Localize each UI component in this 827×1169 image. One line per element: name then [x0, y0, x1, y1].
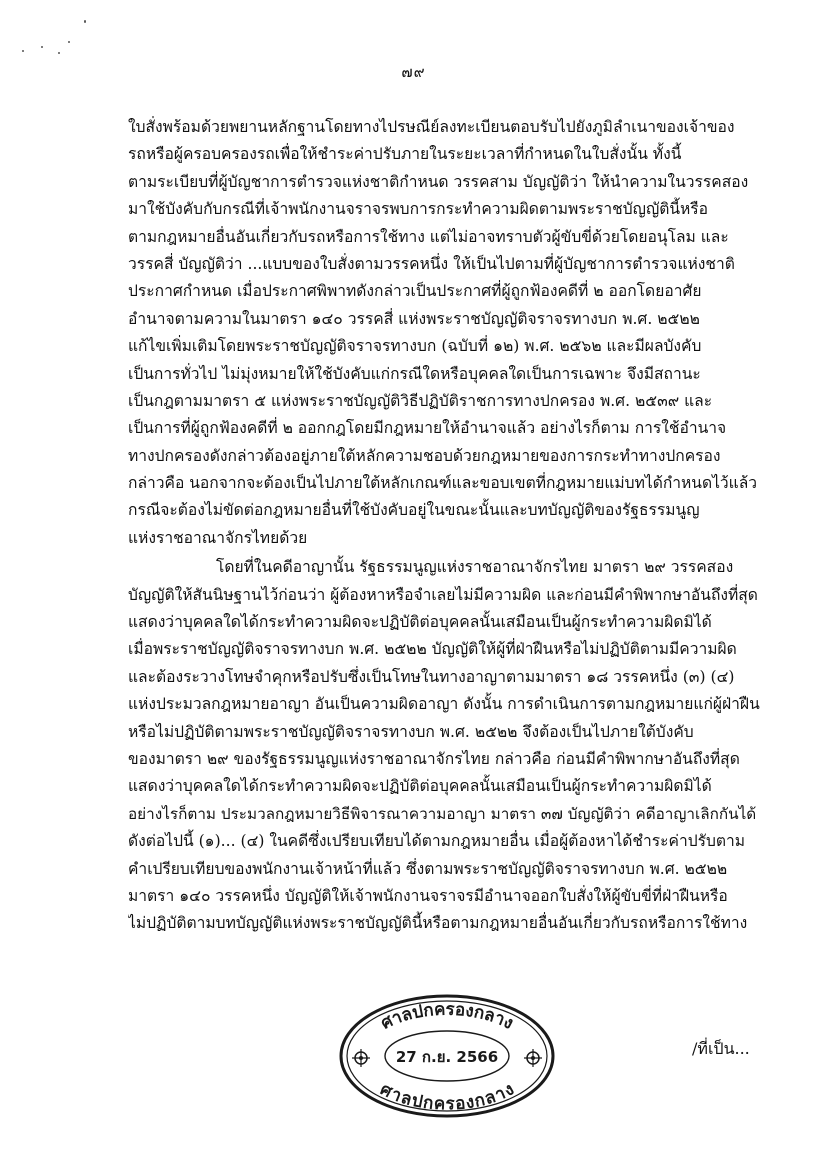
text-line: อำนาจตามความในมาตรา ๑๔๐ วรรคสี่ แห่งพระราชบัญญัติจราจรทางบก พ.ศ. ๒๕๒๒ — [128, 309, 700, 328]
scan-speck — [41, 46, 43, 48]
text-line: เป็นการทั่วไป ไม่มุ่งหมายให้ใช้บังคับแก่กรณีใดหรือบุคคลใดเป็นการเฉพาะ จึงมีสถานะ — [128, 364, 701, 383]
text-line: แห่งประมวลกฎหมายอาญา อันเป็นความผิดอาญา ดังนั้น การดำเนินการตามกฎหมายแก่ผู้ฝ่าฝืน — [128, 695, 760, 714]
body-text — [128, 114, 764, 938]
text-line: ของมาตรา ๒๙ ของรัฐธรรมนูญแห่งราชอาณาจักรไทย กล่าวคือ ก่อนมีคำพิพากษาอันถึงที่สุด — [128, 749, 740, 768]
page-number: ๗๙ — [401, 63, 426, 81]
text-line: แสดงว่าบุคคลใดได้กระทำความผิดจะปฏิบัติต่อบุคคลนั้นเสมือนเป็นผู้กระทำความผิดมิได้ — [128, 777, 712, 796]
text-line: มาตรา ๑๔๐ วรรคหนึ่ง บัญญัติให้เจ้าพนักงานจราจรมีอำนาจออกใบสั่งให้ผู้ขับขี่ที่ฝ่าฝืนหรือ — [128, 886, 728, 905]
court-stamp — [336, 990, 558, 1122]
text-line: เมื่อพระราชบัญญัติจราจรทางบก พ.ศ. ๒๕๒๒ บัญญัติให้ผู้ที่ฝ่าฝืนหรือไม่ปฏิบัติตามมีความผิด — [128, 640, 737, 659]
text-line: กล่าวคือ นอกจากจะต้องเป็นไปภายใต้หลักเกณฑ์และขอบเขตที่กฎหมายแม่บทได้กำหนดไว้แล้ว — [128, 474, 758, 493]
stamp-top-text: ศาลปกครองกลาง — [377, 999, 517, 1034]
text-line: ตามระเบียบที่ผู้บัญชาการตำรวจแห่งชาติกำหนด วรรคสาม บัญญัติว่า ให้นำความในวรรคสอง — [128, 172, 749, 191]
scan-speck — [58, 52, 60, 54]
scan-speck — [22, 50, 24, 52]
flower-ornament-icon — [524, 1049, 542, 1067]
scan-speck — [68, 41, 70, 43]
text-line: ดังต่อไปนี้ (๑)... (๔) ในคดีซึ่งเปรียบเทียบได้ตามกฎหมายอื่น เมื่อผู้ต้องหาได้ชำระค่าปรับตาม — [128, 832, 746, 851]
text-line: เป็นกฎตามมาตรา ๕ แห่งพระราชบัญญัติวิธีปฏิบัติราชการทางปกครอง พ.ศ. ๒๕๓๙ และ — [128, 391, 713, 410]
text-line: โดยที่ในคดีอาญานั้น รัฐธรรมนูญแห่งราชอาณาจักรไทย มาตรา ๒๙ วรรคสอง — [216, 558, 734, 577]
text-line: มาใช้บังคับกับกรณีที่เจ้าพนักงานจราจรพบการกระทำความผิดตามพระราชบัญญัตินี้หรือ — [128, 200, 709, 219]
text-line: รถหรือผู้ครอบครองรถเพื่อให้ชำระค่าปรับภายในระยะเวลาที่กำหนดในใบสั่งนั้น ทั้งนี้ — [128, 145, 682, 164]
text-line: แก้ไขเพิ่มเติมโดยพระราชบัญญัติจราจรทางบก (ฉบับที่ ๑๒) พ.ศ. ๒๕๖๒ และมีผลบังคับ — [128, 337, 702, 356]
scan-speck — [84, 20, 86, 23]
text-line: แสดงว่าบุคคลใดได้กระทำความผิดจะปฏิบัติต่อบุคคลนั้นเสมือนเป็นผู้กระทำความผิดมิได้ — [128, 613, 712, 632]
paragraph-1 — [128, 114, 764, 552]
text-line: ทางปกครองดังกล่าวต้องอยู่ภายใต้หลักความชอบด้วยกฎหมายของการกระทำทางปกครอง — [128, 446, 721, 465]
text-line: บัญญัติให้สันนิษฐานไว้ก่อนว่า ผู้ต้องหาหรือจำเลยไม่มีความผิด และก่อนมีคำพิพากษาอันถึงที่สุด — [128, 585, 758, 604]
text-line: อย่างไรก็ตาม ประมวลกฎหมายวิธีพิจารณาความอาญา มาตรา ๓๗ บัญญัติว่า คดีอาญาเลิกกันได้ — [128, 804, 757, 823]
stamp-date: 27 ก.ย. 2566 — [395, 1048, 499, 1066]
text-line: ไม่ปฏิบัติตามบทบัญญัติแห่งพระราชบัญญัตินี้หรือตามกฎหมายอื่นอันเกี่ยวกับรถหรือการใช้ทาง — [128, 914, 748, 933]
continuation-note: /ที่เป็น... — [692, 1039, 750, 1058]
text-line: ตามกฎหมายอื่นอันเกี่ยวกับรถหรือการใช้ทาง แต่ไม่อาจทราบตัวผู้ขับขี่ด้วยโดยอนุโลม และ — [128, 227, 729, 246]
text-line: แห่งราชอาณาจักรไทยด้วย — [128, 528, 308, 547]
text-line: คำเปรียบเทียบของพนักงานเจ้าหน้าที่แล้ว ซึ่งตามพระราชบัญญัติจราจรทางบก พ.ศ. ๒๕๒๒ — [128, 859, 728, 878]
text-line: วรรคสี่ บัญญัติว่า ...แบบของใบสั่งตามวรรคหนึ่ง ให้เป็นไปตามที่ผู้บัญชาการตำรวจแห่งชาติ — [128, 254, 735, 273]
text-line: หรือไม่ปฏิบัติตามพระราชบัญญัติจราจรทางบก พ.ศ. ๒๕๒๒ จึงต้องเป็นไปภายใต้บังคับ — [128, 722, 694, 741]
text-line: ใบสั่งพร้อมด้วยพยานหลักฐานโดยทางไปรษณีย์ลงทะเบียนตอบรับไปยังภูมิลำเนาของเจ้าของ — [128, 118, 735, 136]
stamp-bottom-text: ศาลปกครองกลาง — [376, 1079, 518, 1115]
text-line: และต้องระวางโทษจำคุกหรือปรับซึ่งเป็นโทษในทางอาญาตามมาตรา ๑๘ วรรคหนึ่ง (๓) (๔) — [128, 667, 735, 686]
flower-ornament-icon — [352, 1049, 370, 1067]
text-line: ประกาศกำหนด เมื่อประกาศพิพาทดังกล่าวเป็นประกาศที่ผู้ถูกฟ้องคดีที่ ๒ ออกโดยอาศัย — [128, 282, 702, 301]
text-line: กรณีจะต้องไม่ขัดต่อกฎหมายอื่นที่ใช้บังคับอยู่ในขณะนั้นและบทบัญญัติของรัฐธรรมนูญ — [128, 501, 700, 520]
text-line: เป็นการที่ผู้ถูกฟ้องคดีที่ ๒ ออกกฎโดยมีกฎหมายให้อำนาจแล้ว อย่างไรก็ตาม การใช้อำนาจ — [128, 419, 727, 438]
paragraph-2 — [128, 554, 764, 937]
